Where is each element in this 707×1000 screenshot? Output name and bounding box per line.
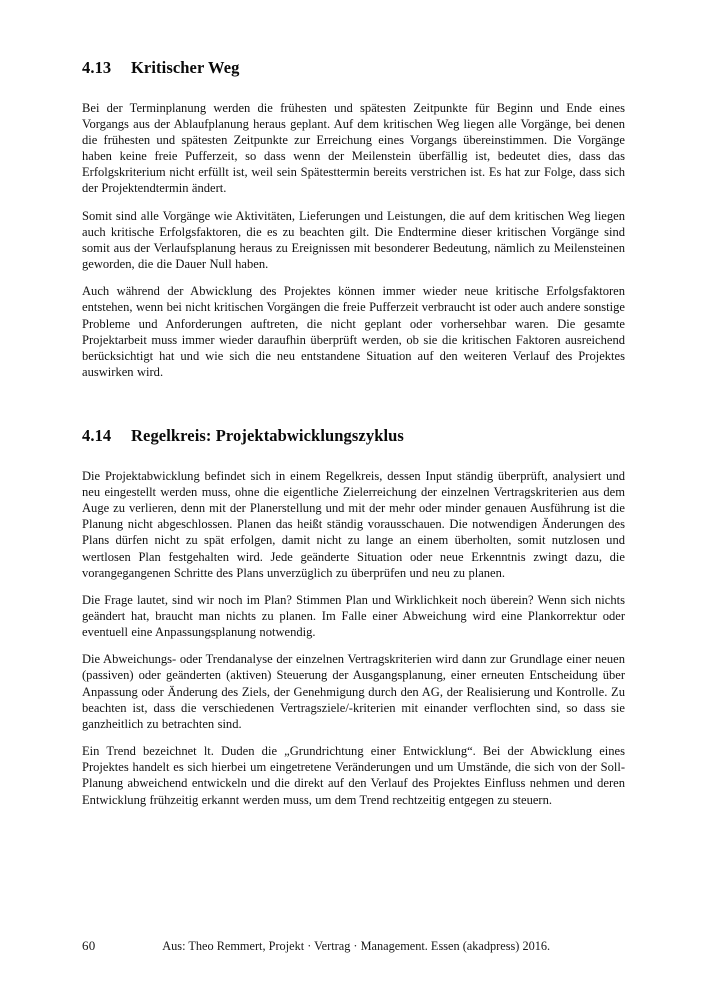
paragraph: Die Frage lautet, sind wir noch im Plan? Stimmen Plan und Wirklichkeit noch überein? Wenn sich nichts geändert hat, braucht man nichts zu planen. Im Falle einer Abweichung wird eine Plankorrektur oder eventuell eine Anpassungsplanung notwendig. — [82, 592, 625, 640]
paragraph: Auch während der Abwicklung des Projektes können immer wieder neue kritische Erfolgsfaktoren entstehen, wenn bei nicht kritischen Vorgängen die freie Pufferzeit verbraucht ist oder auch andere sonstige Probleme und Anforderungen auftreten, die nicht geplant oder vorhersehbar waren. Die gesamte Projektarbeit muss immer wieder daraufhin überprüft werden, ob sie die kritischen Faktoren ausreichend berücksichtigt hat und wie sich die neu entstandene Situation auf den weiteren Verlauf des Projektes auswirken wird. — [82, 284, 625, 379]
paragraph: Bei der Terminplanung werden die frühesten und spätesten Zeitpunkte für Beginn und Ende eines Vorgangs aus der Ablaufplanung heraus geplant. Auf dem kritischen Weg liegen alle Vorgänge, bei denen die frühesten und spätesten Zeitpunkte zur Erreichung eines Vorgangs übereinstimmen. Die Vorgänge haben keine freie Pufferzeit, so dass wenn der Meilenstein überfällig ist, bedeutet dies, dass das Erfolgskriterium nicht erfüllt ist, weil sein Spätesttermin bereits verstrichen ist. Es hat zur Folge, dass sich der Projektendtermin ändert. — [82, 100, 625, 196]
paragraph: Somit sind alle Vorgänge wie Aktivitäten, Lieferungen und Leistungen, die auf dem kritischen Weg liegen auch kritische Erfolgsfaktoren, die es zu beachten gilt. Die Endtermine dieser kritischen Vorgänge sind somit aus der Verlaufsplanung heraus zu Ereignissen mit besonderer Bedeutung, nämlich zu Meilensteinen geworden, die die Dauer Null haben. — [82, 208, 625, 272]
paragraph: Die Projektabwicklung befindet sich in einem Regelkreis, dessen Input ständig überprüft, analysiert und neu eingestellt werden muss, ohne die eigentliche Zielerreichung der einzelnen Vertragskriterien aus dem Auge zu verlieren, denn mit der Planerstellung und mit der mehr oder minder genauen Ausführung ist die Planung nicht abgeschlossen. Planen das heißt ständig vorausschauen. Die notwendigen Änderungen des Plans dürfen nicht zu spät erfolgen, damit nicht zu lange an einem überholten, somit nutzlosen und wertlosen Plan festgehalten wird. Jede geänderte Situation oder neue Erkenntnis zwingt dazu, die vorangegangenen Schritte des Plans unverzüglich zu überprüfen und neu zu planen. — [82, 468, 625, 580]
section-heading-4-13 — [82, 58, 625, 79]
section-number: 4.14 — [82, 426, 112, 446]
paragraph: Ein Trend bezeichnet lt. Duden die „Grundrichtung einer Entwicklung“. Bei der Abwicklung eines Projektes handelt es sich hierbei um eingetretene Veränderungen und um Umstände, die sich von der Soll-Planung abweichend entwickeln und die direkt auf den Verlauf des Projektes Einfluss nehmen und deren Entwicklung frühzeitig erkannt werden muss, um dem Trend rechtzeitig entgegen zu steuern. — [82, 744, 625, 807]
section-number: 4.13 — [82, 58, 112, 77]
paragraph: Die Abweichungs- oder Trendanalyse der einzelnen Vertragskriterien wird dann zur Grundlage einer neuen (passiven) oder geänderten (aktiven) Steuerung der Ausgangsplanung, einer erneuten Entscheidung über Anpassung oder Änderung des Ziels, der Genehmigung durch den AG, der Realisierung und Kontrolle. Zu beachten ist, dass die verschiedenen Vertragsziele/-kriterien mit einander verflochten sind, so dass sie ganzheitlich zu betrachten sind. — [82, 652, 625, 731]
source-attribution: Aus: Theo Remmert, Projekt · Vertrag · Management. Essen (akadpress) 2016. — [162, 939, 551, 953]
page-number: 60 — [82, 938, 96, 953]
section-heading-4-14 — [82, 426, 625, 447]
section-title: Regelkreis: Projektabwicklungszyklus — [131, 426, 404, 446]
page-footer — [82, 938, 625, 954]
page-content — [82, 58, 625, 808]
section-title: Kritischer Weg — [131, 58, 240, 77]
